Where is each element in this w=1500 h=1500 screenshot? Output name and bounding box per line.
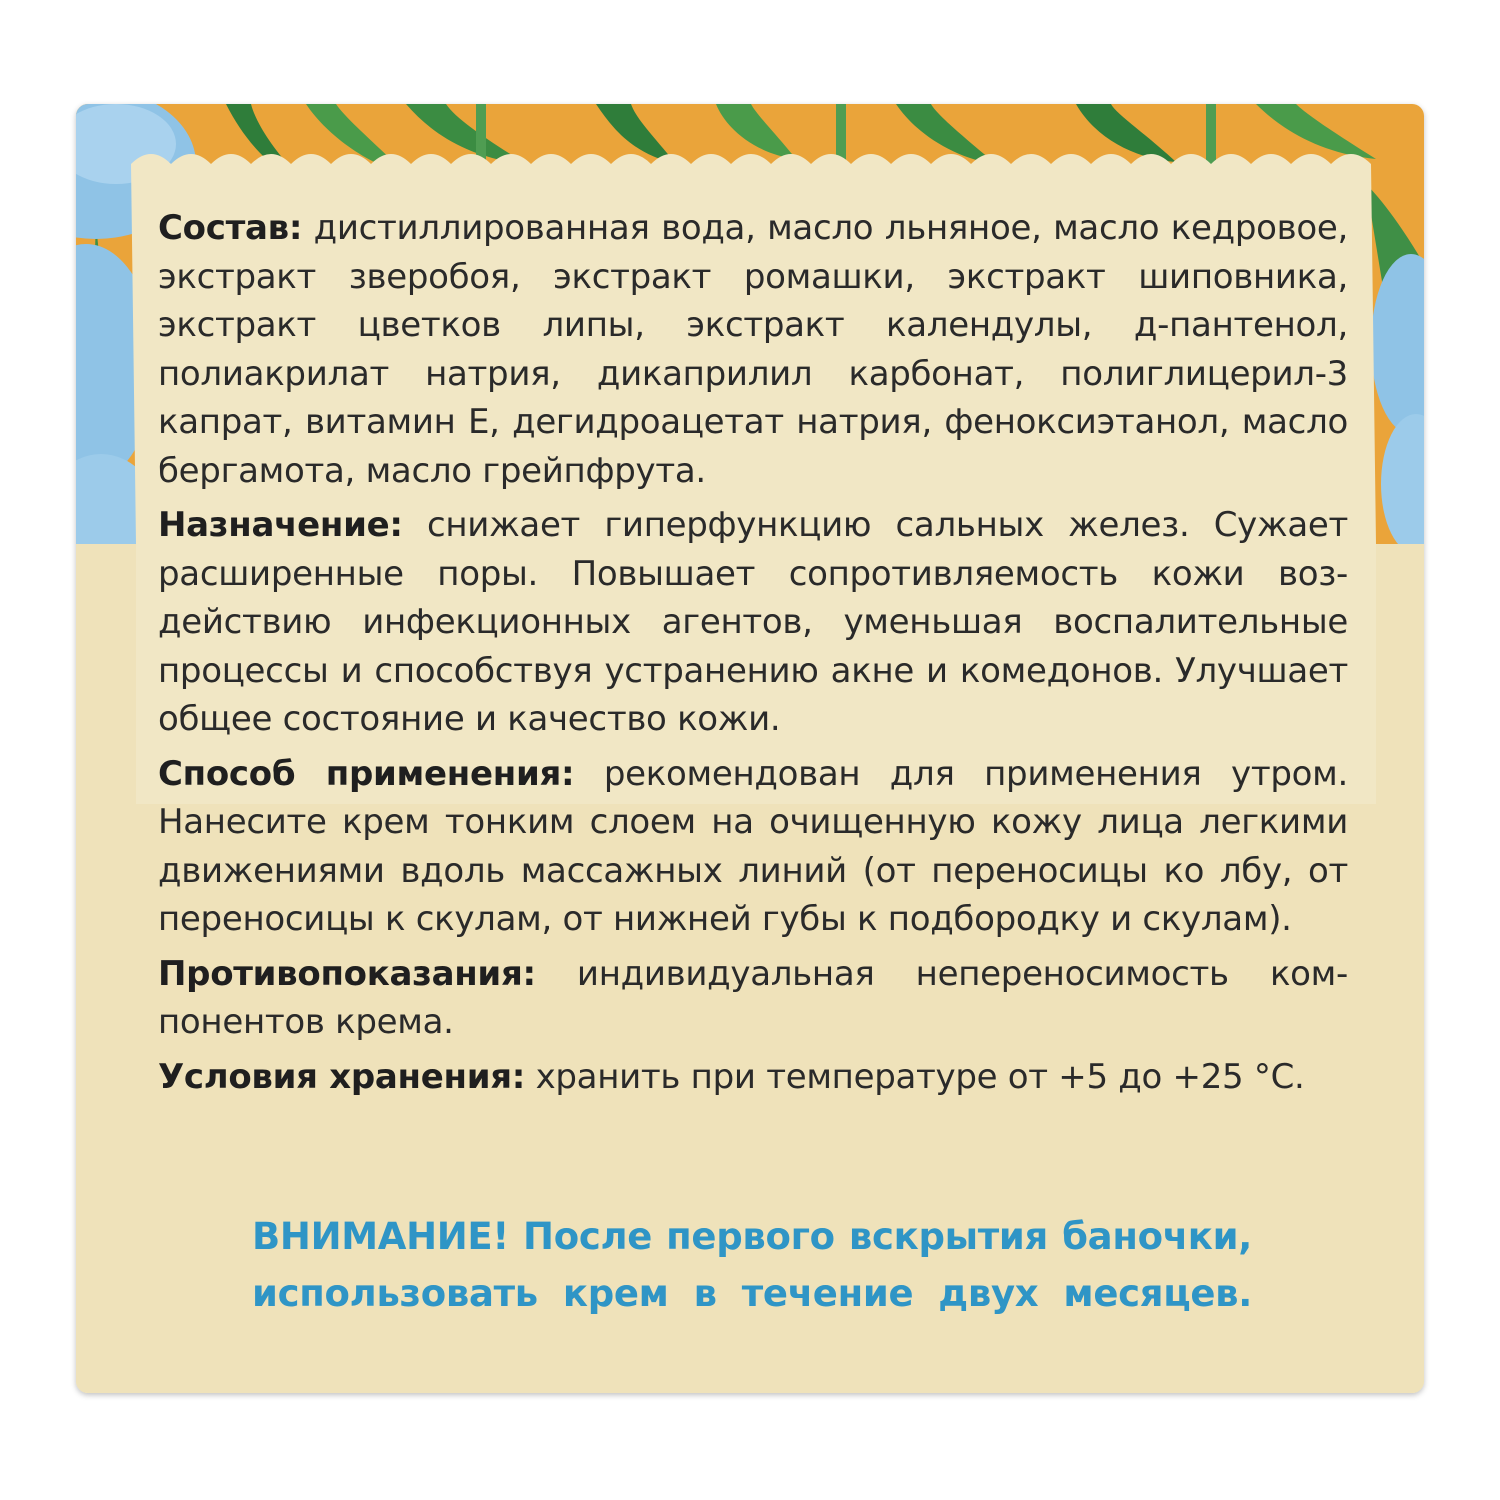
composition-section [158,204,1348,495]
purpose-label: Назначение: [158,505,403,545]
warning-line-2: использовать крем в течение двух месяцев. [252,1272,1252,1315]
product-info [158,204,1348,1107]
composition-label: Состав: [158,208,303,248]
usage-label: Способ применения: [158,753,575,794]
warning-notice [252,1208,1252,1322]
contraindications-text: индивидуальная непереносимость ком-понентов крема. [158,953,1348,1042]
usage-section [158,750,1348,944]
storage-section [158,1053,1348,1102]
storage-label: Условия хранения: [158,1056,526,1097]
warning-line-1: ВНИМАНИЕ! После первого вскрытия баночки, [252,1215,1252,1258]
contraindications-label: Противопоказания: [158,953,536,994]
purpose-section [158,501,1348,744]
storage-text: хранить при температуре от +5 до +25 °С. [535,1056,1305,1097]
composition-text: дистиллированная вода, масло льняное, масло кедровое, экстракт зверобоя, экстракт ромашки, экстракт шиповника, экстракт цветков липы, экстракт календулы, д-пантенол, полиакрилат натрия, дикаприлил карбонат, полиглицерил-3 капрат, витамин Е, дегидроацетат натрия, феноксиэтанол, масло бергамота, масло грейпфрута. [158,208,1348,491]
usage-text: рекомендован для применения утром. Нанесите крем тонким слоем на очищенную кожу лица легкими движениями вдоль массажных линий (от переносицы ко лбу, от переносицы к скулам, от нижней губы к подбородку и скулам). [158,753,1349,939]
label-card [76,104,1424,1393]
contraindications-section [158,950,1348,1047]
purpose-text: снижает гиперфункцию сальных желез. Сужает расширенные поры. Повышает сопротивляемость кожи воз-действию инфекционных агентов, уменьшая воспалительные процессы и способствуя устранению акне и комедонов. Улучшает общее состояние и качество кожи. [158,505,1348,739]
